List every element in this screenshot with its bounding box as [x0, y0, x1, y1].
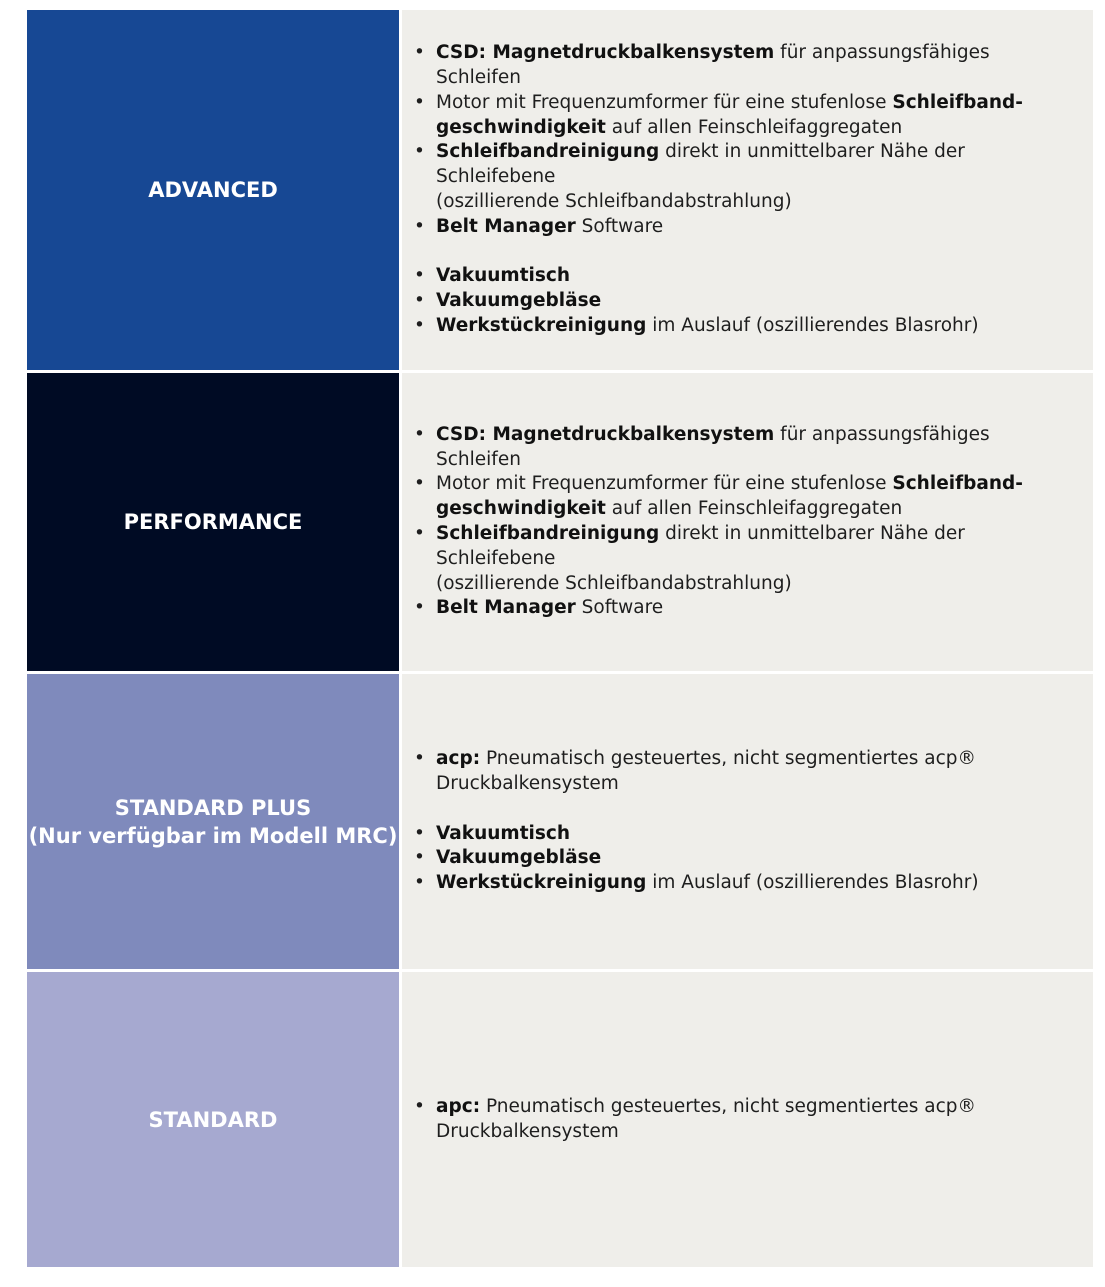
- list-item: • Vakuumgebläse: [412, 846, 979, 871]
- feature-list: [412, 41, 1079, 339]
- row-standard-plus: [27, 674, 1093, 969]
- list-item: • Vakuumtisch: [412, 264, 1079, 289]
- row-label-note: (Nur verfügbar im Modell MRC): [28, 823, 398, 848]
- row-content-cell: [402, 10, 1093, 370]
- row-advanced: [27, 10, 1093, 370]
- row-label-cell: [27, 373, 399, 671]
- list-item: • Belt Manager Software: [412, 596, 1079, 621]
- row-content-cell: [402, 373, 1093, 671]
- list-item: • CSD: Magnetdruckbalkensystem für anpassungsfähiges Schleifen: [412, 41, 1079, 91]
- feature-table: [27, 10, 1093, 1270]
- list-item: • Motor mit Frequenzumformer für eine stufenlose Schleifband- geschwindigkeit auf allen Feinschleifaggregaten: [412, 472, 1079, 522]
- row-label: ADVANCED: [148, 178, 278, 202]
- list-item: • Vakuumtisch: [412, 822, 979, 847]
- row-label-cell: [27, 674, 399, 969]
- row-label: PERFORMANCE: [123, 510, 303, 534]
- list-item: • Vakuumgebläse: [412, 289, 1079, 314]
- list-item: • Schleifbandreinigung direkt in unmittelbarer Nähe der Schleifebene (oszillierende Schleifbandabstrahlung): [412, 140, 1079, 214]
- row-label-cell: [27, 972, 399, 1267]
- row-standard: [27, 972, 1093, 1267]
- list-item: • Schleifbandreinigung direkt in unmittelbarer Nähe der Schleifebene (oszillierende Schleifbandabstrahlung): [412, 522, 1079, 596]
- list-item: • CSD: Magnetdruckbalkensystem für anpassungsfähiges Schleifen: [412, 423, 1079, 473]
- row-label: STANDARD: [148, 1107, 278, 1132]
- list-item: • Werkstückreinigung im Auslauf (oszillierendes Blasrohr): [412, 871, 979, 896]
- feature-list: [412, 1095, 976, 1145]
- row-label: STANDARD PLUS: [114, 795, 312, 820]
- row-label-cell: [27, 10, 399, 370]
- row-content-cell: [402, 674, 1093, 969]
- row-content-cell: [402, 972, 1093, 1267]
- feature-list: [412, 747, 979, 896]
- row-performance: [27, 373, 1093, 671]
- list-item: • acp: Pneumatisch gesteuertes, nicht segmentiertes acp® Druckbalkensystem: [412, 747, 979, 797]
- list-item: • apc: Pneumatisch gesteuertes, nicht segmentiertes acp® Druckbalkensystem: [412, 1095, 976, 1145]
- feature-list: [412, 423, 1079, 621]
- list-item: • Werkstückreinigung im Auslauf (oszillierendes Blasrohr): [412, 314, 1079, 339]
- list-item: • Motor mit Frequenzumformer für eine stufenlose Schleifband- geschwindigkeit auf allen Feinschleifaggregaten: [412, 91, 1079, 141]
- list-item: • Belt Manager Software: [412, 215, 1079, 240]
